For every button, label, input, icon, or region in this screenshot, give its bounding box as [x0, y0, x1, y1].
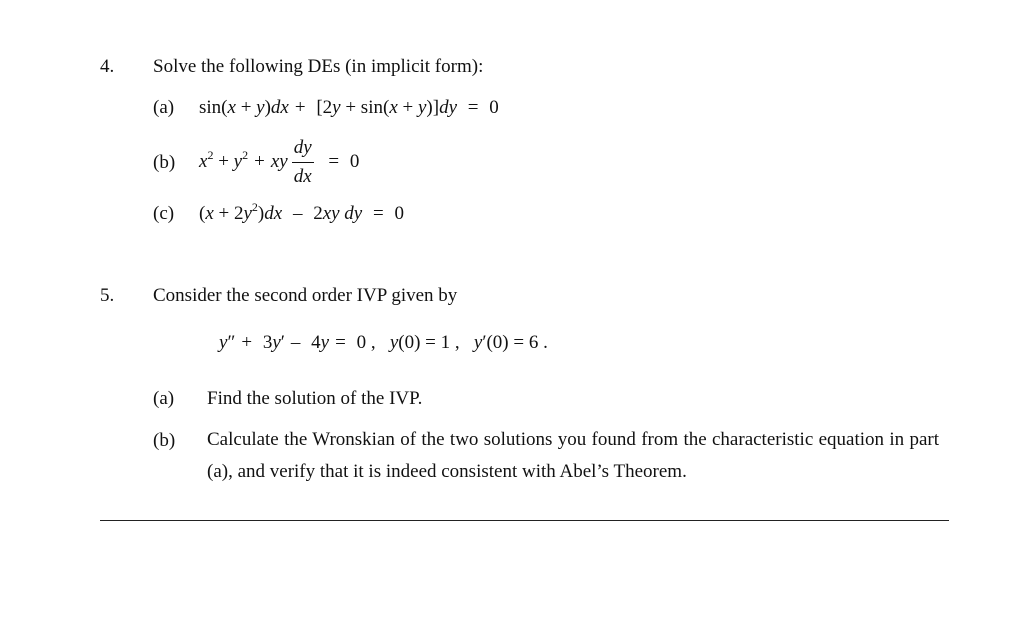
equation-4c: $(x + 2y^2)dx - 2xy$ dy = 0	[199, 200, 404, 224]
part-label: (b)	[153, 430, 176, 451]
part-label: (a)	[153, 388, 175, 409]
equation-ivp: y″ + 3y′ – 4y = 0 , y(0) = 1 , y′(0) = 6 .	[219, 332, 548, 353]
problem-prompt: Solve the following DEs (in implicit form):	[153, 56, 484, 77]
part-text: Find the solution of the IVP.	[207, 388, 423, 409]
problem-number: 4.	[100, 56, 115, 77]
part-label: (b)	[153, 152, 176, 173]
part-label: (a)	[153, 97, 175, 118]
problem-prompt: Consider the second order IVP given by	[153, 285, 458, 306]
part-label: (c)	[153, 203, 175, 224]
problem-number: 5.	[100, 285, 115, 306]
equation-4b: $x^2 + y^2$ + xy $\frac{dy}{dx}$ = 0	[199, 137, 360, 187]
divider	[100, 520, 949, 521]
part-text: Calculate the Wronskian of the two solutions you found from the characteristic equation in part (a), and verify that it is indeed consistent with Abel’s Theorem.	[207, 429, 939, 482]
equation-4a: sin(x + y)dx + [2y + sin(x + y)]dy = 0	[199, 97, 499, 118]
